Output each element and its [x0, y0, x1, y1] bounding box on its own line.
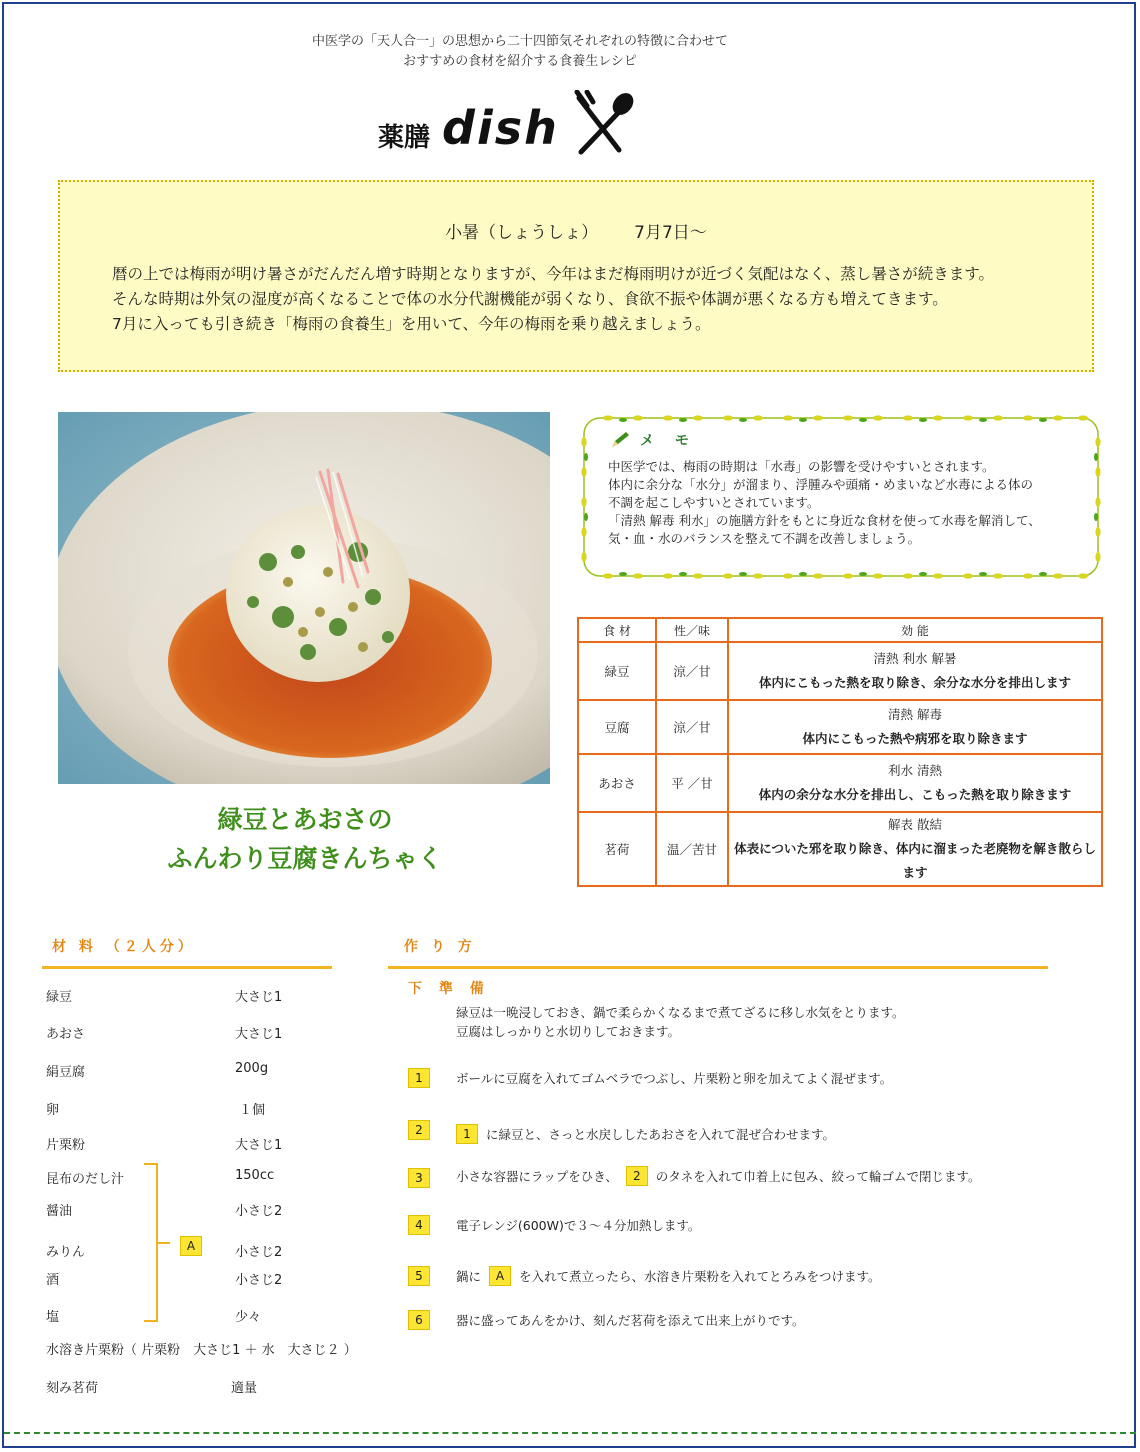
- table-header-nature: 性／味: [656, 618, 728, 642]
- memo-box: [578, 412, 1104, 582]
- memo-line: 「清熱 解毒 利水」の施膳方針をもとに身近な食材を使って水毒を解消して、: [608, 513, 1041, 528]
- step-number-badge: 4: [408, 1215, 430, 1235]
- effect-name: 利水 清熱: [888, 763, 942, 778]
- step-text: [456, 1216, 700, 1234]
- season-intro-box: [58, 180, 1094, 372]
- dish-photo: [58, 412, 550, 784]
- table-cell-effect: [728, 754, 1102, 812]
- step-ref-badge: A: [489, 1266, 511, 1286]
- intro-line-1: 中医学の「天人合一」の思想から二十四節気それぞれの特徴に合わせて: [311, 34, 728, 49]
- memo-line: 気・血・水のバランスを整えて不調を改善しましょう。: [608, 531, 921, 546]
- table-header-row: [578, 618, 1102, 642]
- dish-title-line-2: ふんわり豆腐きんちゃく: [167, 844, 443, 873]
- material-qty: 150cc: [235, 1168, 275, 1183]
- material-name: 水溶き片栗粉（ 片栗粉 大さじ1 ＋ 水 大さじ２ ）: [46, 1343, 357, 1358]
- fork-spoon-icon: [573, 90, 635, 156]
- table-row: [578, 812, 1102, 886]
- intro-line-2: おすすめの食材を紹介する食養生レシピ: [403, 54, 637, 69]
- season-name: 小暑（しょうしょ）: [445, 223, 599, 243]
- season-description: [112, 262, 1092, 337]
- effect-description: 体表についた邪を取り除き、体内に溜まった老廃物を解き散らします: [734, 841, 1096, 880]
- dish-title-line-1: 緑豆とあおさの: [217, 805, 393, 834]
- bottom-divider: [4, 1432, 1136, 1434]
- material-qty: 大さじ1: [235, 1138, 283, 1153]
- step-text: [456, 1266, 881, 1286]
- effect-description: 体内にこもった熱を取り除き、余分な水分を排出します: [758, 675, 1071, 690]
- brand-logo: [378, 88, 635, 158]
- brand-title-ja: 薬膳: [378, 123, 431, 153]
- material-name: みりん: [46, 1245, 86, 1260]
- prep-line: 緑豆は一晩浸しておき、鍋で柔らかくなるまで煮てざるに移し水気をとります。: [456, 1005, 905, 1020]
- step-number-badge: 6: [408, 1310, 430, 1330]
- material-name: 絹豆腐: [46, 1065, 86, 1080]
- step-number-badge: 3: [408, 1168, 430, 1188]
- memo-heading: [610, 430, 697, 450]
- table-header-food: 食 材: [578, 618, 656, 642]
- memo-line: 体内に余分な「水分」が溜まり、浮腫みや頭痛・めまいなど水毒による体の: [608, 477, 1034, 492]
- material-qty: 小さじ2: [235, 1273, 283, 1288]
- step-text: [456, 1311, 805, 1329]
- step-text-body: 電子レンジ(600W)で３〜４分加熱します。: [456, 1218, 701, 1233]
- table-cell-food: あおさ: [578, 754, 656, 812]
- material-qty: 小さじ2: [235, 1204, 283, 1219]
- material-qty: 少々: [235, 1310, 262, 1325]
- material-qty: １個: [239, 1103, 266, 1118]
- memo-line: 不調を起こしやすいとされています。: [608, 495, 820, 510]
- intro-header: [200, 32, 840, 72]
- table-row: [578, 642, 1102, 700]
- step-ref-badge: 1: [456, 1124, 478, 1144]
- table-cell-nature: 涼／甘: [656, 642, 728, 700]
- material-qty: 適量: [231, 1381, 258, 1396]
- material-name: 塩: [46, 1310, 60, 1325]
- material-name: 卵: [46, 1103, 60, 1118]
- season-text-line: そんな時期は外気の湿度が高くなることで体の水分代謝機能が弱くなり、食欲不振や体調が悪くなる方も増えてきます。: [112, 290, 948, 308]
- step-number-badge: 1: [408, 1068, 430, 1088]
- table-header-effect: 効 能: [728, 618, 1102, 642]
- memo-body: [608, 458, 1041, 548]
- method-title: 作 り 方: [404, 939, 476, 955]
- material-name: 刻み茗荷: [46, 1381, 99, 1396]
- dish-title: [100, 800, 510, 878]
- material-name: あおさ: [46, 1027, 86, 1042]
- effect-name: 清熱 利水 解暑: [873, 651, 957, 666]
- table-cell-nature: 温／苦甘: [656, 812, 728, 886]
- ingredient-effects-table: [577, 617, 1103, 887]
- materials-title: 材 料 （２人分）: [52, 939, 196, 955]
- material-qty: 200g: [235, 1061, 269, 1076]
- group-a-badge: A: [180, 1236, 202, 1256]
- step-text-body: を入れて煮立ったら、水溶き片栗粉を入れてとろみをつけます。: [519, 1269, 881, 1284]
- method-underline: [388, 966, 1048, 969]
- table-cell-food: 豆腐: [578, 700, 656, 754]
- prep-text: [456, 1003, 905, 1041]
- step-number-badge: 5: [408, 1266, 430, 1286]
- material-qty: 小さじ2: [235, 1245, 283, 1260]
- effect-description: 体内の余分な水分を排出し、こもった熱を取り除きます: [758, 787, 1072, 802]
- material-qty: 大さじ1: [235, 990, 283, 1005]
- step-text-body: 器に盛ってあんをかけ、刻んだ茗荷を添えて出来上がりです。: [456, 1313, 805, 1328]
- table-cell-nature: 平 ／甘: [656, 754, 728, 812]
- group-bracket: [144, 1163, 158, 1322]
- season-heading: [60, 218, 1092, 243]
- brand-title-en: dish: [442, 101, 559, 155]
- material-name: 緑豆: [46, 990, 73, 1005]
- table-cell-food: 緑豆: [578, 642, 656, 700]
- step-ref-badge: 2: [626, 1166, 648, 1186]
- step-text: [456, 1069, 892, 1087]
- step-text-body: ボールに豆腐を入れてゴムベラでつぶし、片栗粉と卵を加えてよく混ぜます。: [456, 1071, 893, 1086]
- material-name: 醤油: [46, 1204, 73, 1219]
- table-row: [578, 754, 1102, 812]
- memo-line: 中医学では、梅雨の時期は「水毒」の影響を受けやすいとされます。: [608, 459, 995, 474]
- material-name: 片栗粉: [46, 1138, 86, 1153]
- table-cell-nature: 涼／甘: [656, 700, 728, 754]
- step-number-badge: 2: [408, 1120, 430, 1140]
- season-date: 7月7日〜: [634, 223, 707, 243]
- season-text-line: 7月に入っても引き続き「梅雨の食養生」を用いて、今年の梅雨を乗り越えましょう。: [112, 315, 711, 333]
- step-text-body: に緑豆と、さっと水戻ししたあおさを入れて混ぜ合わせます。: [486, 1127, 836, 1142]
- step-text-body: のタネを入れて巾着上に包み、絞って輪ゴムで閉じます。: [655, 1169, 981, 1184]
- step-text: [456, 1166, 981, 1186]
- material-name: 昆布のだし汁: [46, 1172, 125, 1187]
- season-text-line: 暦の上では梅雨が明け暑さがだんだん増す時期となりますが、今年はまだ梅雨明けが近づく気配はなく、蒸し暑さが続きます。: [112, 265, 994, 283]
- table-row: [578, 700, 1102, 754]
- memo-title: メ モ: [640, 433, 697, 449]
- table-cell-effect: [728, 812, 1102, 886]
- materials-underline: [42, 966, 332, 969]
- step-text: [456, 1124, 835, 1144]
- group-bracket-tick: [158, 1242, 170, 1244]
- effect-name: 清熱 解毒: [888, 707, 942, 722]
- step-text-pre: 鍋に: [456, 1269, 482, 1284]
- prep-label: 下 準 備: [408, 981, 490, 997]
- effect-name: 解表 散結: [888, 817, 942, 832]
- effect-description: 体内にこもった熱や病邪を取り除きます: [802, 731, 1028, 746]
- step-text-pre: 小さな容器にラップをひき、: [456, 1169, 618, 1184]
- table-cell-food: 茗荷: [578, 812, 656, 886]
- material-name: 酒: [46, 1273, 60, 1288]
- table-cell-effect: [728, 642, 1102, 700]
- pencil-icon: [610, 431, 632, 449]
- material-qty: 大さじ1: [235, 1027, 283, 1042]
- prep-line: 豆腐はしっかりと水切りしておきます。: [456, 1024, 681, 1039]
- table-cell-effect: [728, 700, 1102, 754]
